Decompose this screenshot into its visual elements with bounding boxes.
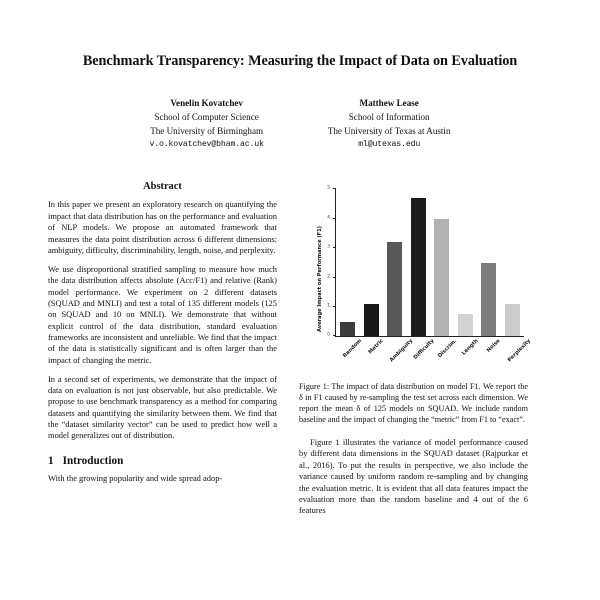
y-tick-label: 5: [327, 185, 331, 191]
author-name: Matthew Lease: [359, 97, 419, 108]
x-tick-slot: [336, 338, 364, 360]
figure-1: [299, 181, 532, 426]
body-paragraph: Figure 1 illustrates the variance of model performance caused by different data dimensions in the SQUAD dataset (Rajpurkar et al., 2016). To put the results in perspective, we also include the variance caused by uniform random re-sampling and by changing the evaluation metric. It is evident that all data features impact the evaluation more than the random baseline and 4 out of the 6 features: [299, 437, 528, 516]
abstract-heading: Abstract: [143, 181, 182, 193]
x-tick-label: Noise: [485, 338, 502, 355]
two-column-body: [48, 181, 552, 524]
x-tick-slot: [502, 338, 532, 364]
bar-slot: [361, 189, 382, 336]
author-email: ml@utexas.edu: [358, 140, 421, 150]
chart-x-ticks: [335, 338, 532, 364]
bar-slot: [384, 189, 405, 336]
chart-plot-area: [327, 185, 524, 338]
x-tick-slot: [478, 338, 502, 355]
right-column: [299, 181, 532, 524]
bar-slot: [478, 189, 499, 336]
left-column: [48, 181, 277, 524]
bar-slot: [337, 189, 358, 336]
author-affiliation: The University of Texas at Austin: [327, 126, 451, 137]
y-tick-label: 4: [327, 215, 331, 221]
bar-slot: [408, 189, 429, 336]
chart-bar: [387, 242, 402, 336]
bar-slot: [502, 189, 523, 336]
section-title: Introduction: [62, 454, 124, 467]
bar-chart: [299, 181, 532, 377]
y-tick-label: 0: [327, 332, 331, 338]
x-tick-label: Ambiguity: [388, 338, 414, 364]
chart-bar: [458, 314, 473, 336]
bar-slot: [431, 189, 452, 336]
y-tick-label: 3: [327, 244, 331, 250]
x-tick-label: Random: [342, 338, 364, 360]
chart-bar: [505, 304, 520, 336]
chart-y-axis-label: Average Impact on Performance (F1): [317, 226, 323, 333]
chart-bar: [411, 198, 426, 336]
author-department: School of Computer Science: [154, 112, 259, 123]
chart-bar: [481, 263, 496, 337]
x-tick-label: Perplexity: [506, 338, 532, 364]
chart-bar: [340, 322, 355, 337]
chart-bar: [434, 219, 449, 337]
x-tick-slot: [384, 338, 414, 364]
intro-paragraph: With the growing popularity and wide spread adop-: [48, 472, 223, 483]
y-tick-label: 2: [327, 274, 331, 280]
author-entry: [149, 97, 263, 152]
bar-slot: [455, 189, 476, 336]
section-number: 1: [48, 454, 54, 467]
abstract-paragraph: In a second set of experiments, we demonstrate that the impact of data on evaluation is not just observable, but also predictable. We propose to use benchmark transparency as a method for comparing datasets and quantifying the similarity between them. We find that the “dataset similarity vector” can be used to predict how well a model generalizes out of distribution.: [48, 373, 277, 441]
chart-bars: [336, 189, 524, 336]
right-column-text: [299, 437, 528, 524]
author-block: [48, 97, 552, 152]
figure-caption: Figure 1: The impact of data distribution on model F1. We report the δ in F1 caused by re-sampling the test set across each dimension. We report the mean δ of 125 models on SQUAD. We include random baseline and the impact of changing the “metric” from F1 to “exact”.: [299, 382, 528, 425]
x-tick-label: Difficulty: [412, 338, 436, 362]
abstract-paragraph: We use disproportional stratified sampling to measure how much the data distribution affects absolute (Acc/F1) and relative (Rank) model performance. We experiment on 2 different datasets (SQUAD and MNLI) and test a total of 135 different models (125 on SQUAD and 10 on MNLI). We demonstrate that without explicit control of the data distribution, standard evaluation frameworks are inconsistent and unreliable. We find that the impact of the data is statistically significant and is often larger than the impact of changing the metric.: [48, 263, 277, 365]
y-tick-label: 1: [327, 303, 331, 309]
intro-clipped-region: [48, 473, 277, 492]
abstract-paragraph: In this paper we present an exploratory research on quantifying the impact that data distribution has on the performance and evaluation of NLP models. We propose an automated framework that measures the data point distribution across 6 different dimensions: ambiguity, difficulty, discriminability, length, noise, and perplexity.: [48, 199, 277, 255]
x-tick-label: Length: [461, 338, 480, 358]
x-tick-label: Metric: [367, 338, 385, 356]
author-department: School of Information: [348, 112, 430, 123]
author-email: v.o.kovatchev@bham.ac.uk: [149, 140, 264, 150]
author-entry: [328, 97, 451, 152]
author-affiliation: The University of Birmingham: [150, 126, 264, 137]
section-heading-introduction: [48, 455, 277, 467]
x-tick-label: Discrim.: [436, 338, 459, 360]
author-name: Venelin Kovatchev: [170, 97, 243, 108]
chart-bar: [364, 304, 379, 336]
page-title: Benchmark Transparency: Measuring the Impact of Data on Evaluation: [82, 53, 518, 69]
